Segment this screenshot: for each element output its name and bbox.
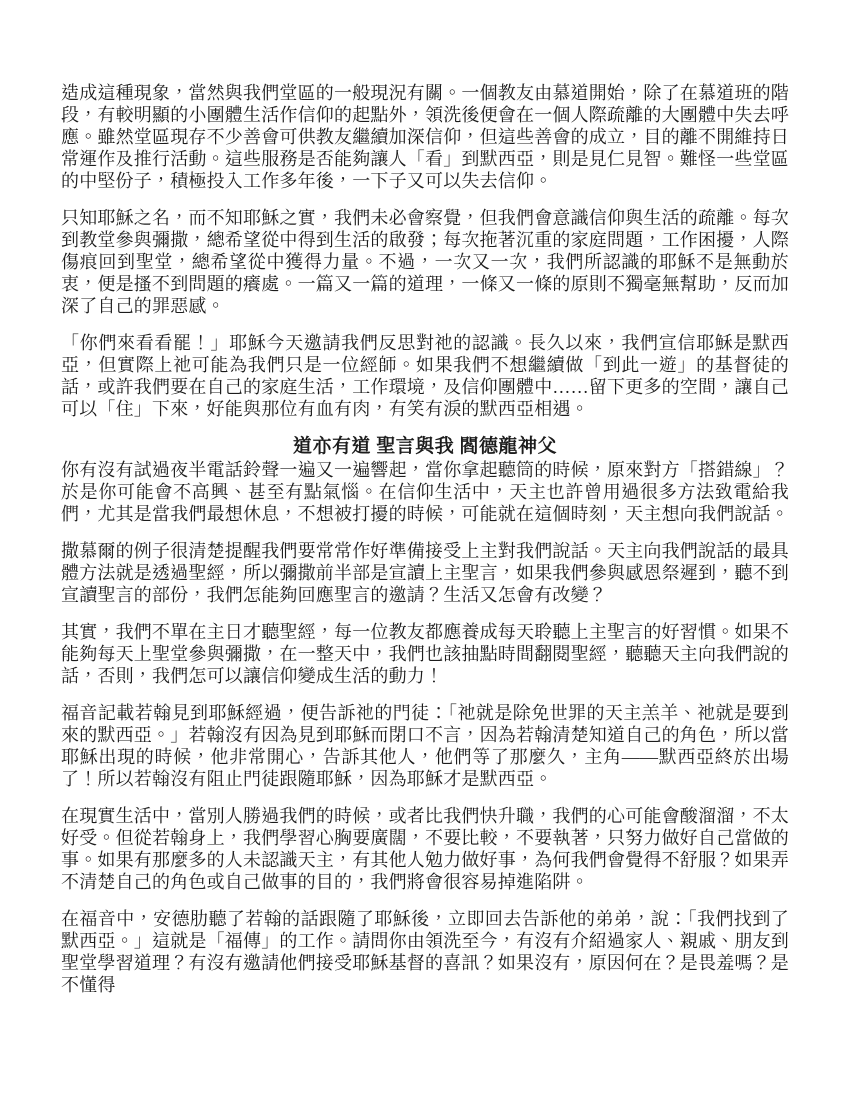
text-column bbox=[61, 82, 789, 1011]
paragraph-article-4: 福音記載若翰見到耶穌經過，便告訴祂的門徒：「祂就是除免世罪的天主羔羊、祂就是要到來的默西亞。」若翰沒有因為見到耶穌而閉口不言，因為若翰清楚知道自己的角色，所以當耶穌出現的時候，他非常開心，告訴其他人，他們等了那麼久，主角——默西亞終於出場了！所以若翰沒有阻止門徒跟隨耶穌，因為耶穌才是默西亞。 bbox=[61, 703, 789, 789]
paragraph-intro-1: 造成這種現象，當然與我們堂區的一般現況有關。一個教友由慕道開始，除了在慕道班的階段，有較明顯的小團體生活作信仰的起點外，領洗後便會在一個人際疏離的大團體中失去呼應。雖然堂區現存不少善會可供教友繼續加深信仰，但這些善會的成立，目的離不開維持日常運作及推行活動。這些服務是否能夠讓人「看」到默西亞，則是見仁見智。難怪一些堂區的中堅份子，積極投入工作多年後，一下子又可以失去信仰。 bbox=[61, 83, 789, 191]
paragraph-article-5: 在現實生活中，當別人勝過我們的時候，或者比我們快升職，我們的心可能會酸溜溜，不太好受。但從若翰身上，我們學習心胸要廣闊，不要比較，不要執著，只努力做好自己當做的事。如果有那麼多的人未認識天主，有其他人勉力做好事，為何我們會覺得不舒服？如果弄不清楚自己的角色或自己做事的目的，我們將會很容易掉進陷阱。 bbox=[61, 806, 789, 892]
paragraph-intro-3: 「你們來看看罷！」耶穌今天邀請我們反思對祂的認識。長久以來，我們宣信耶穌是默西亞，但實際上祂可能為我們只是一位經師。如果我們不想繼續做「到此一遊」的基督徒的話，或許我們要在自己的家庭生活，工作環境，及信仰團體中……留下更多的空間，讓自己可以「住」下來，好能與那位有血有肉，有笑有淚的默西亞相遇。 bbox=[61, 333, 789, 419]
article-heading: 道亦有道 聖言與我 閻德龍神父 bbox=[292, 436, 557, 457]
paragraph-intro-2: 只知耶穌之名，而不知耶穌之實，我們未必會察覺，但我們會意識信仰與生活的疏離。每次到教堂參與彌撒，總希望從中得到生活的啟發；每次拖著沉重的家庭問題，工作困擾，人際傷痕回到聖堂，總希望從中獲得力量。不過，一次又一次，我們所認識的耶穌不是無動於衷，便是搔不到問題的癢處。一篇又一篇的道理，一條又一條的原則不獨毫無幫助，反而加深了自己的罪惡感。 bbox=[61, 208, 789, 316]
paragraph-article-3: 其實，我們不單在主日才聽聖經，每一位教友都應養成每天聆聽上主聖言的好習慣。如果不能夠每天上聖堂參與彌撒，在一整天中，我們也該抽點時間翻閱聖經，聽聽天主向我們說的話，否則，我們怎可以讓信仰變成生活的動力！ bbox=[61, 622, 789, 686]
paragraph-article-6: 在福音中，安德肋聽了若翰的話跟隨了耶穌後，立即回去告訴他的弟弟，說：「我們找到了默西亞。」這就是「福傳」的工作。請問你由領洗至今，有沒有介紹過家人、親戚、朋友到聖堂學習道理？有沒有邀請他們接受耶穌基督的喜訊？如果沒有，原因何在？是畏羞嗎？是不懂得 bbox=[61, 909, 789, 995]
paragraph-article-2: 撒慕爾的例子很清楚提醒我們要常常作好準備接受上主對我們說話。天主向我們說話的最具體方法就是透過聖經，所以彌撒前半部是宣讀上主聖言，如果我們參與感恩祭遲到，聽不到宣讀聖言的部份，我們怎能夠回應聖言的邀請？生活又怎會有改變？ bbox=[61, 541, 789, 605]
paragraph-article-1: 你有沒有試過夜半電話鈴聲一遍又一遍響起，當你拿起聽筒的時候，原來對方「搭錯線」？於是你可能會不高興、甚至有點氣惱。在信仰生活中，天主也許曾用過很多方法致電給我們，尤其是當我們最想休息，不想被打擾的時候，可能就在這個時刻，天主想向我們說話。 bbox=[61, 460, 789, 524]
